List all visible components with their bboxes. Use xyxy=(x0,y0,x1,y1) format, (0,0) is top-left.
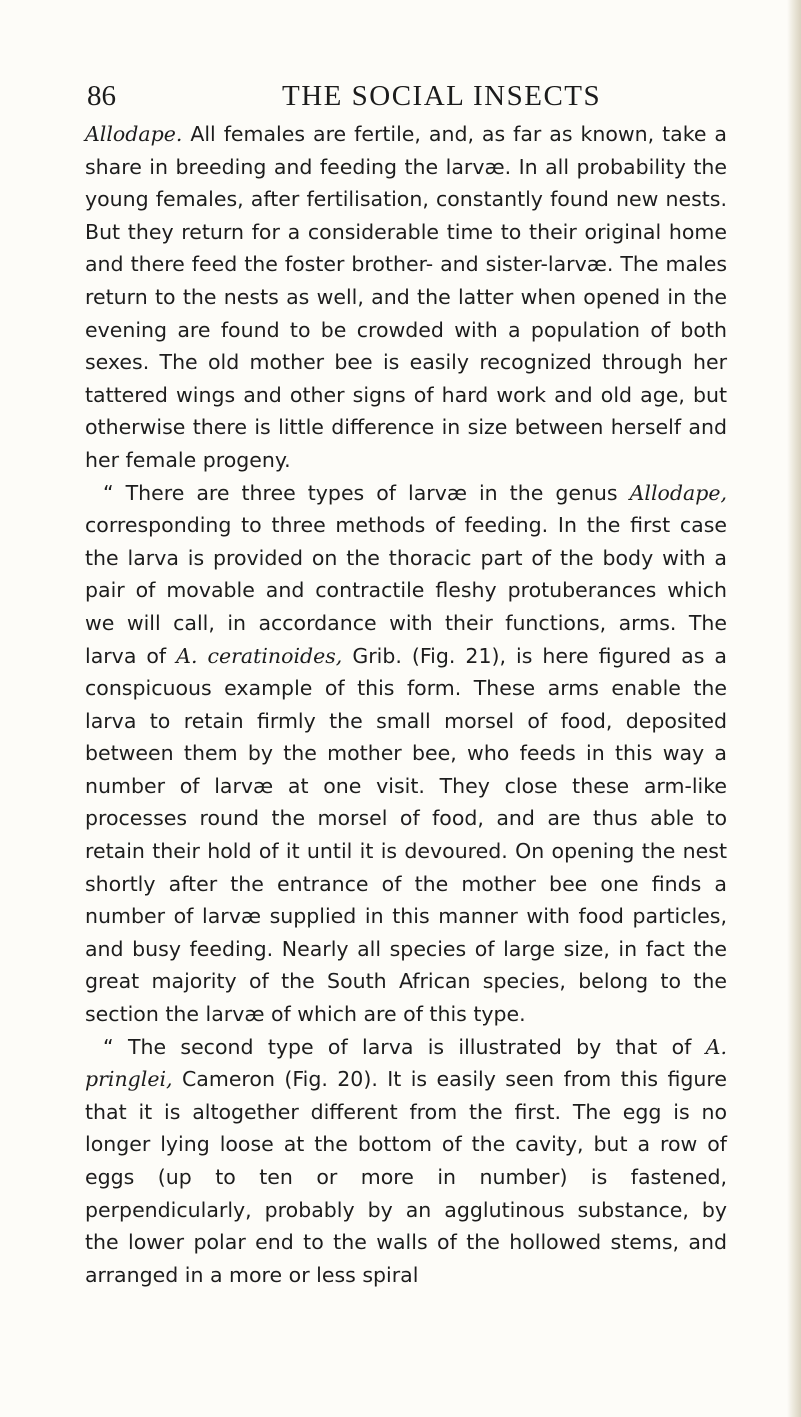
paragraph-2 xyxy=(85,477,727,1031)
page-number: 86 xyxy=(87,80,116,112)
species-name: A. pringlei, xyxy=(85,1034,727,1092)
paragraph-3 xyxy=(85,1031,727,1292)
paragraph-1 xyxy=(85,118,727,477)
paragraph-text: Grib. (Fig. 21), is here figured as a conspicuous example of this form. These arms enable the larva to retain firmly the small morsel of food, deposited between them by the mother bee, who feeds in this way a number of larvæ at one visit. They close these arm-like processes round the morsel of food, and are thus able to retain their hold of it until it is devoured. On opening the nest shortly after the entrance of the mother bee one finds a number of larvæ supplied in this manner with food particles, and busy feeding. Nearly all species of large size, in fact the great majority of the South African species, belong to the section the larvæ of which are of this type. xyxy=(85,643,727,1027)
genus-name: Allodape. xyxy=(85,122,183,146)
paragraph-text: All females are fertile, and, as far as known, take a share in breeding and feeding the larvæ. In all probability the young females, after fertilisation, constantly found new nests. But they return for a considerable time to their original home and there feed the foster brother- and sister-larvæ. The males return to the nests as well, and the latter when opened in the evening are found to be crowded with a population of both sexes. The old mother bee is easily recognized through her tattered wings and other signs of hard work and old age, but otherwise there is little difference in size between herself and her female progeny. xyxy=(85,122,727,472)
body-text xyxy=(85,118,727,1291)
paragraph-text: Cameron (Fig. 20). It is easily seen from this figure that it is altogether different from the first. The egg is no longer lying loose at the bottom of the cavity, but a row of eggs (up to ten or more in number) is fastened, perpendicularly, probably by an agglutinous substance, by the lower polar end to the walls of the hollowed stems, and arranged in a more or less spiral xyxy=(85,1067,727,1287)
paragraph-text: “ There are three types of larvæ in the genus xyxy=(103,480,630,505)
paragraph-text: corresponding to three methods of feeding. In the first case the larva is provided on the thoracic part of the body with a pair of movable and contractile fleshy protuberances which we will call, in accordance with their functions, arms. The larva of xyxy=(85,513,727,668)
paragraph-text: “ The second type of larva is illustrated by that of xyxy=(103,1034,706,1059)
page-header xyxy=(85,80,725,120)
running-title: THE SOCIAL INSECTS xyxy=(282,80,602,112)
species-name: A. ceratinoides, xyxy=(176,643,343,668)
page-edge-shadow xyxy=(787,0,801,1417)
genus-name: Allodape, xyxy=(629,480,727,505)
